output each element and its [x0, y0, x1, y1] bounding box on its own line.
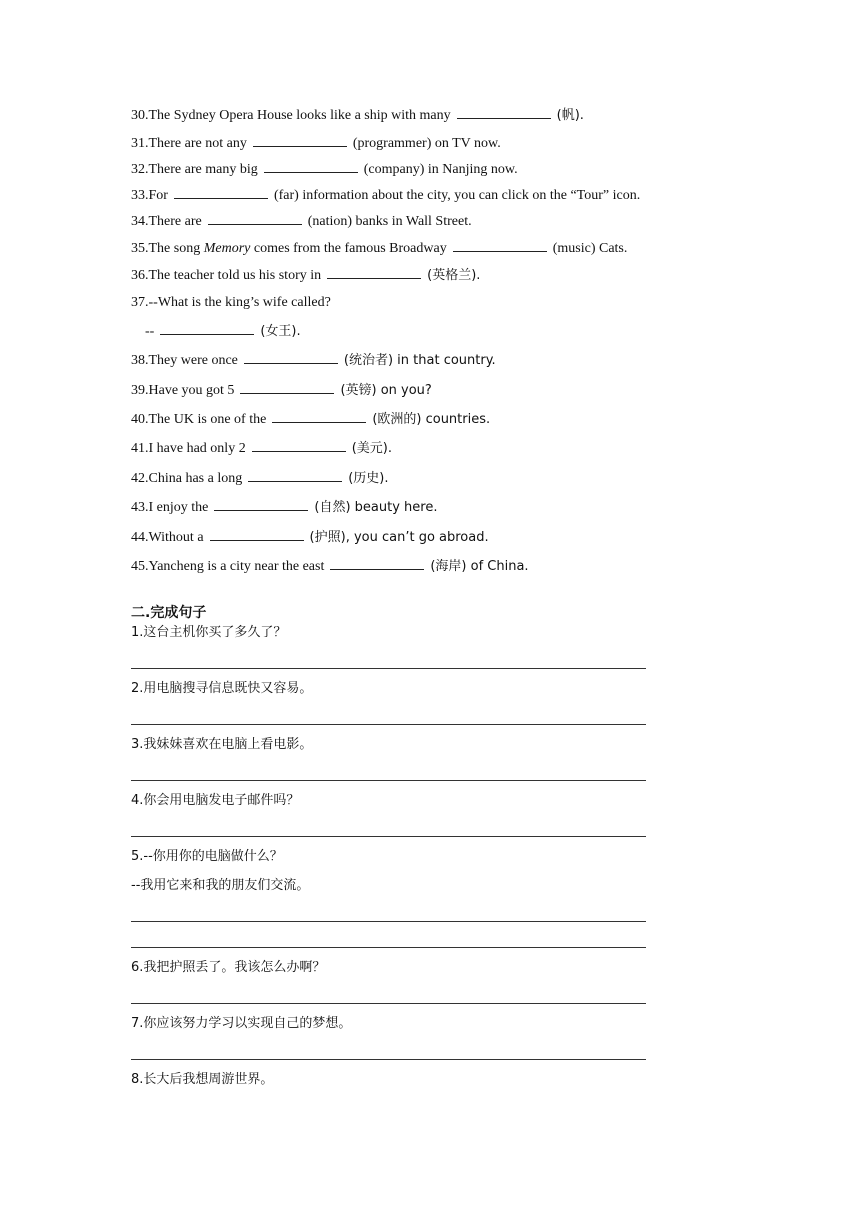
- question-31: [131, 134, 501, 153]
- answer-blank[interactable]: [210, 528, 304, 541]
- question-text: The UK is one of the: [148, 412, 267, 427]
- question-text: The song: [148, 241, 204, 256]
- question-number: 45.: [131, 559, 149, 574]
- question-hint: (欧洲的) countries.: [372, 412, 491, 427]
- question-hint: (护照), you can’t go abroad.: [309, 530, 489, 545]
- question-hint: (company) in Nanjing now.: [363, 162, 518, 177]
- question-42: [131, 469, 389, 488]
- question-hint: (programmer) on TV now.: [352, 136, 501, 151]
- question-number: 35.: [131, 241, 149, 256]
- question-44: [131, 528, 489, 547]
- question-number: 42.: [131, 471, 149, 486]
- question-text: I enjoy the: [148, 500, 209, 515]
- question-number: 40.: [131, 412, 149, 427]
- question-text: 37.--What is the king’s wife called?: [131, 295, 331, 310]
- section-title: 二.完成句子: [131, 605, 207, 621]
- question-number: 39.: [131, 383, 149, 398]
- question-number: 41.: [131, 441, 149, 456]
- question-text: There are many big: [148, 162, 258, 177]
- question-hint: (nation) banks in Wall Street.: [307, 214, 472, 229]
- question-36: [131, 266, 480, 285]
- question-45: [131, 557, 529, 576]
- answer-line[interactable]: [131, 724, 646, 725]
- answer-blank[interactable]: [214, 498, 308, 511]
- question-hint: (美元).: [351, 441, 392, 456]
- answer-blank[interactable]: [264, 160, 358, 173]
- question-hint: (海岸) of China.: [430, 559, 529, 574]
- question-text: Without a: [148, 530, 204, 545]
- question-hint: (帆).: [556, 108, 584, 123]
- answer-line[interactable]: [131, 947, 646, 948]
- question-text: The teacher told us his story in: [148, 268, 322, 283]
- sentence-prompt-5: 5.--你用你的电脑做什么？: [131, 849, 283, 864]
- answer-line[interactable]: [131, 668, 646, 669]
- answer-blank[interactable]: [208, 212, 302, 225]
- answer-line[interactable]: [131, 1003, 646, 1004]
- question-text: Yancheng is a city near the east: [148, 559, 325, 574]
- sentence-prompt-6: 6.我把护照丢了。我该怎么办啊？: [131, 960, 326, 975]
- question-hint: (英镑) on you?: [340, 383, 432, 398]
- question-number: 32.: [131, 162, 149, 177]
- answer-line[interactable]: [131, 836, 646, 837]
- question-34: [131, 212, 472, 231]
- answer-line[interactable]: [131, 921, 646, 922]
- answer-line[interactable]: [131, 1059, 646, 1060]
- question-text: China has a long: [148, 471, 243, 486]
- answer-blank[interactable]: [330, 557, 424, 570]
- question-text: comes from the famous Broadway: [250, 241, 447, 256]
- question-hint: (music) Cats.: [552, 241, 628, 256]
- question-text: Have you got 5: [148, 383, 235, 398]
- question-number: 31.: [131, 136, 149, 151]
- question-40: [131, 410, 490, 429]
- question-33: [131, 186, 640, 205]
- question-number: 44.: [131, 530, 149, 545]
- question-text: For: [148, 188, 168, 203]
- question-text: There are: [148, 214, 202, 229]
- question-35: [131, 239, 627, 258]
- question-text: They were once: [148, 353, 238, 368]
- question-number: 30.: [131, 108, 149, 123]
- question-number: 33.: [131, 188, 149, 203]
- question-text: There are not any: [148, 136, 247, 151]
- question-41: [131, 439, 392, 458]
- sentence-prompt-7: 7.你应该努力学习以实现自己的梦想。: [131, 1016, 352, 1031]
- question-hint: (自然) beauty here.: [314, 500, 438, 515]
- answer-blank[interactable]: [253, 134, 347, 147]
- question-number: 43.: [131, 500, 149, 515]
- question-37-answer: [145, 322, 301, 341]
- question-number: 36.: [131, 268, 149, 283]
- answer-blank[interactable]: [174, 186, 268, 199]
- sentence-prompt-4: 4.你会用电脑发电子邮件吗？: [131, 793, 300, 808]
- question-30: [131, 106, 584, 125]
- question-32: [131, 160, 518, 179]
- answer-blank[interactable]: [240, 381, 334, 394]
- question-number: 38.: [131, 353, 149, 368]
- question-number: 34.: [131, 214, 149, 229]
- answer-blank[interactable]: [457, 106, 551, 119]
- sentence-prompt-1: 1.这台主机你买了多久了？: [131, 625, 287, 640]
- song-title: Memory: [203, 241, 251, 256]
- question-hint: (far) information about the city, you can click on the “Tour” icon.: [273, 188, 641, 203]
- question-hint: (英格兰).: [427, 268, 481, 283]
- answer-blank[interactable]: [160, 322, 254, 335]
- question-43: [131, 498, 437, 517]
- answer-blank[interactable]: [272, 410, 366, 423]
- answer-blank[interactable]: [252, 439, 346, 452]
- sentence-prompt-3: 3.我妹妹喜欢在电脑上看电影。: [131, 737, 313, 752]
- answer-blank[interactable]: [248, 469, 342, 482]
- question-37: [131, 294, 331, 312]
- answer-blank[interactable]: [453, 239, 547, 252]
- answer-blank[interactable]: [327, 266, 421, 279]
- question-38: [131, 351, 496, 370]
- question-hint: (女王).: [260, 324, 301, 339]
- question-hint: (历史).: [348, 471, 389, 486]
- question-text: The Sydney Opera House looks like a ship with many: [148, 108, 451, 123]
- sentence-prompt-5-reply: --我用它来和我的朋友们交流。: [131, 878, 310, 893]
- sentence-prompt-2: 2.用电脑搜寻信息既快又容易。: [131, 681, 313, 696]
- question-hint: (统治者) in that country.: [343, 353, 496, 368]
- dialog-prefix: --: [145, 324, 155, 339]
- sentence-prompt-8: 8.长大后我想周游世界。: [131, 1072, 274, 1087]
- question-39: [131, 381, 432, 400]
- answer-blank[interactable]: [244, 351, 338, 364]
- answer-line[interactable]: [131, 780, 646, 781]
- question-text: I have had only 2: [148, 441, 246, 456]
